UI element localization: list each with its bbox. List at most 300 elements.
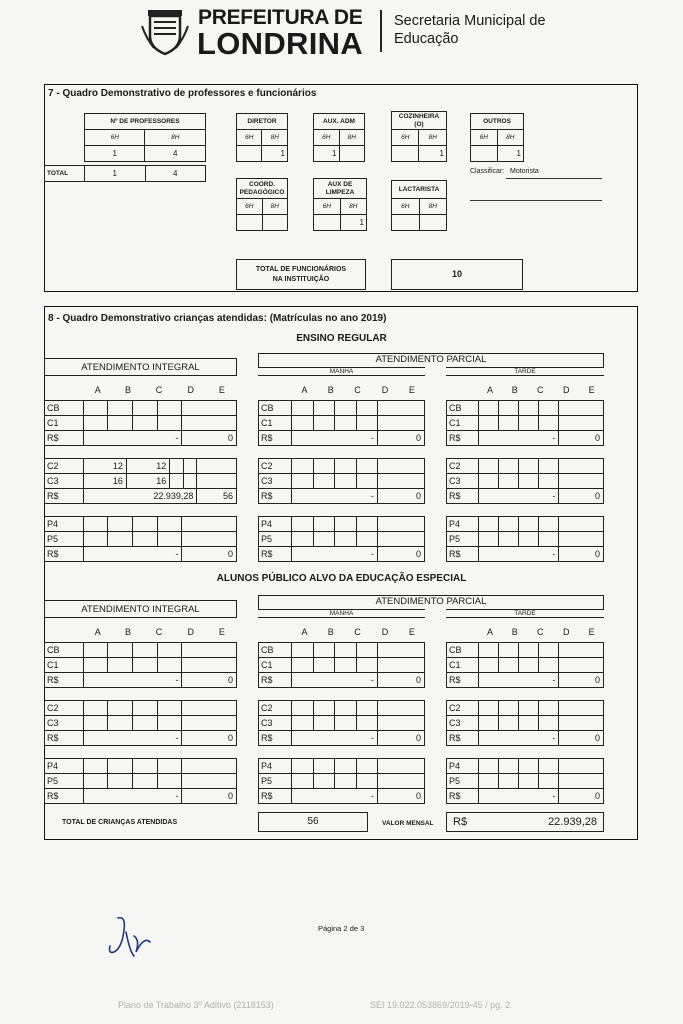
total-criancas-value: 56 xyxy=(307,816,319,827)
cell xyxy=(559,701,604,716)
valor-cell: - xyxy=(478,673,559,688)
quantidade-cell: 0 xyxy=(559,431,604,446)
total-criancas-value-box xyxy=(258,812,368,832)
cell xyxy=(335,401,356,416)
cell xyxy=(377,459,424,474)
cell xyxy=(377,774,424,789)
cell xyxy=(498,759,518,774)
rs-label: R$ xyxy=(447,547,479,562)
cell xyxy=(356,532,377,547)
cozinheira-8h-value: 1 xyxy=(419,146,447,162)
total-funcionarios-value: 10 xyxy=(451,269,462,279)
row-label-p5: P5 xyxy=(45,532,84,547)
row-label-c2: C2 xyxy=(45,459,84,474)
tarde-column-header xyxy=(446,624,604,639)
cell xyxy=(519,774,539,789)
cell xyxy=(292,416,313,431)
cell xyxy=(539,759,559,774)
cell xyxy=(182,401,237,416)
column-c-header: C xyxy=(155,384,163,395)
row-label-cb: CB xyxy=(447,401,479,416)
integral-grid-p4-p5 xyxy=(44,758,237,804)
document-reference: Plano de Trabalho 3º Aditivo (2118153) xyxy=(118,1000,274,1010)
valor-cell: - xyxy=(83,673,182,688)
valor-cell: - xyxy=(83,731,182,746)
cell xyxy=(157,401,182,416)
cell xyxy=(83,517,108,532)
cell xyxy=(108,517,133,532)
row-label-c1: C1 xyxy=(259,416,292,431)
cell xyxy=(108,774,133,789)
cell: 16 xyxy=(83,474,126,489)
quantidade-cell: 0 xyxy=(182,731,237,746)
row-label-p5: P5 xyxy=(447,532,479,547)
rs-label: R$ xyxy=(259,673,292,688)
row-label-c2: C2 xyxy=(45,701,84,716)
quantidade-cell: 0 xyxy=(559,673,604,688)
cell: 16 xyxy=(126,474,169,489)
quantidade-cell: 0 xyxy=(182,431,237,446)
row-label-p5: P5 xyxy=(259,532,292,547)
manha-grid-c2-c3 xyxy=(258,458,425,504)
cell xyxy=(292,759,313,774)
coord-title: COORD. PEDAGÓGICO xyxy=(237,179,288,199)
cell xyxy=(478,643,498,658)
column-c-header: C xyxy=(536,626,544,637)
cell xyxy=(83,701,108,716)
cell xyxy=(292,658,313,673)
tarde-column-header xyxy=(446,382,604,397)
row-label-cb: CB xyxy=(259,643,292,658)
cell xyxy=(313,517,334,532)
valor-cell: - xyxy=(478,547,559,562)
professores-total-row xyxy=(44,165,206,182)
column-e-header: E xyxy=(218,626,225,637)
cell xyxy=(157,643,182,658)
cell xyxy=(335,459,356,474)
valor-cell: - xyxy=(478,731,559,746)
cell xyxy=(356,416,377,431)
cell xyxy=(335,658,356,673)
row-label-c1: C1 xyxy=(45,416,84,431)
cell xyxy=(182,532,237,547)
atendimento-parcial-header: ATENDIMENTO PARCIAL xyxy=(258,353,604,367)
row-label-p5: P5 xyxy=(45,774,84,789)
manha-grid-cb-c1 xyxy=(258,642,425,688)
cell xyxy=(313,643,334,658)
cell xyxy=(335,416,356,431)
cell xyxy=(559,517,604,532)
cell xyxy=(356,474,377,489)
manha-grid-p4-p5 xyxy=(258,758,425,804)
valor-cell: - xyxy=(292,431,378,446)
cell xyxy=(108,401,133,416)
professores-title: Nº DE PROFESSORES xyxy=(85,114,206,130)
cell xyxy=(108,759,133,774)
aux-adm-title: AUX. ADM xyxy=(314,114,365,130)
cell xyxy=(478,517,498,532)
valor-cell: 22.939,28 xyxy=(83,489,197,504)
column-e-header: E xyxy=(408,384,415,395)
col-6h: 6H xyxy=(314,199,341,215)
cell xyxy=(313,532,334,547)
cell xyxy=(478,701,498,716)
header-dept-line2: Educação xyxy=(394,31,459,47)
col-8h: 8H xyxy=(339,130,365,146)
column-b-header: B xyxy=(327,384,334,395)
cell xyxy=(539,701,559,716)
diretor-table xyxy=(236,113,288,162)
cell xyxy=(108,658,133,673)
valor-cell: - xyxy=(292,731,378,746)
tarde-grid-c2-c3 xyxy=(446,458,604,504)
cell xyxy=(83,416,108,431)
header-separator xyxy=(380,10,382,52)
valor-cell: - xyxy=(478,789,559,804)
column-c-header: C xyxy=(536,384,544,395)
row-label-cb: CB xyxy=(45,401,84,416)
integral-grid-c2-c3 xyxy=(44,458,237,504)
rs-label: R$ xyxy=(259,789,292,804)
integral-column-header xyxy=(44,624,237,639)
diretor-8h-value: 1 xyxy=(262,146,288,162)
tarde-grid-p4-p5 xyxy=(446,758,604,804)
cell xyxy=(313,401,334,416)
cell xyxy=(182,517,237,532)
column-b-header: B xyxy=(327,626,334,637)
cell xyxy=(559,658,604,673)
cell xyxy=(377,401,424,416)
cell xyxy=(478,532,498,547)
quantidade-cell: 0 xyxy=(182,547,237,562)
cell xyxy=(133,716,158,731)
col-6h: 6H xyxy=(85,130,145,146)
cozinheira-table xyxy=(391,111,447,162)
manha-column-header xyxy=(258,624,425,639)
row-label-p4: P4 xyxy=(447,759,479,774)
cell xyxy=(133,774,158,789)
cell xyxy=(313,759,334,774)
classificar-value: Motorista xyxy=(510,168,539,175)
cell xyxy=(559,532,604,547)
cell xyxy=(83,401,108,416)
classificar-line-2 xyxy=(470,200,602,201)
cell xyxy=(498,416,518,431)
section-8-title: 8 - Quadro Demonstrativo crianças atendidas: (Matrículas no ano 2019) xyxy=(48,313,387,324)
cell xyxy=(182,774,237,789)
cell xyxy=(197,474,237,489)
cell xyxy=(157,658,182,673)
cell xyxy=(498,532,518,547)
row-label-c1: C1 xyxy=(45,658,84,673)
diretor-title: DIRETOR xyxy=(237,114,288,130)
cell xyxy=(292,774,313,789)
col-8h: 8H xyxy=(340,199,367,215)
aux-limpeza-title: AUX DE LIMPEZA xyxy=(314,179,367,199)
row-label-cb: CB xyxy=(447,643,479,658)
cell xyxy=(377,716,424,731)
cell xyxy=(377,416,424,431)
cell xyxy=(133,759,158,774)
col-6h: 6H xyxy=(237,199,263,215)
cell xyxy=(559,416,604,431)
cell xyxy=(539,474,559,489)
atendimento-parcial-header: ATENDIMENTO PARCIAL xyxy=(258,595,604,609)
row-label-cb: CB xyxy=(259,401,292,416)
column-e-header: E xyxy=(588,384,595,395)
column-e-header: E xyxy=(218,384,225,395)
total-funcionarios-label-2: NA INSTITUIÇÃO xyxy=(272,276,330,283)
column-d-header: D xyxy=(381,626,389,637)
cell xyxy=(133,643,158,658)
valor-cell: - xyxy=(478,489,559,504)
cell xyxy=(377,658,424,673)
cell xyxy=(498,701,518,716)
cell xyxy=(292,474,313,489)
column-a-header: A xyxy=(486,384,493,395)
cell xyxy=(83,643,108,658)
integral-column-header xyxy=(44,382,237,397)
valor-mensal-value: 22.939,28 xyxy=(548,816,597,828)
quantidade-cell: 0 xyxy=(559,547,604,562)
valor-cell: - xyxy=(83,789,182,804)
cell xyxy=(559,716,604,731)
cell xyxy=(539,774,559,789)
valor-cell: - xyxy=(292,547,378,562)
cell xyxy=(559,459,604,474)
total-funcionarios-label-1: TOTAL DE FUNCIONÁRIOS xyxy=(255,266,347,273)
cell xyxy=(478,658,498,673)
page-number: Página 2 de 3 xyxy=(318,924,365,933)
cell xyxy=(356,759,377,774)
cell xyxy=(539,416,559,431)
total-criancas-label: TOTAL DE CRIANÇAS ATENDIDAS xyxy=(62,819,178,826)
row-label-p4: P4 xyxy=(259,517,292,532)
rs-label: R$ xyxy=(259,431,292,446)
valor-cell: - xyxy=(83,431,182,446)
manha-grid-c2-c3 xyxy=(258,700,425,746)
cell xyxy=(292,459,313,474)
quantidade-cell: 0 xyxy=(377,673,424,688)
row-label-c1: C1 xyxy=(259,658,292,673)
cell xyxy=(519,401,539,416)
cell xyxy=(539,517,559,532)
valor-cell: - xyxy=(292,489,378,504)
row-label-c2: C2 xyxy=(259,459,292,474)
valor-mensal-currency: R$ xyxy=(453,816,468,828)
cell xyxy=(182,416,237,431)
column-d-header: D xyxy=(562,626,570,637)
cell xyxy=(539,643,559,658)
cell xyxy=(478,401,498,416)
column-b-header: B xyxy=(125,384,132,395)
cell xyxy=(335,643,356,658)
col-8h: 8H xyxy=(145,130,206,146)
cell xyxy=(182,643,237,658)
cell xyxy=(498,517,518,532)
quantidade-cell: 0 xyxy=(559,489,604,504)
cell xyxy=(478,459,498,474)
col-8h: 8H xyxy=(262,199,288,215)
column-d-header: D xyxy=(187,384,195,395)
cell xyxy=(377,517,424,532)
row-label-p4: P4 xyxy=(45,759,84,774)
col-6h: 6H xyxy=(471,130,498,146)
cell xyxy=(133,701,158,716)
cell xyxy=(183,474,197,489)
signature xyxy=(104,912,158,967)
rs-label: R$ xyxy=(447,489,479,504)
cell xyxy=(356,774,377,789)
manha-label: MANHA xyxy=(258,367,425,376)
column-a-header: A xyxy=(94,384,101,395)
prof-8h-value: 4 xyxy=(145,146,206,162)
column-b-header: B xyxy=(511,626,518,637)
cell xyxy=(157,416,182,431)
cell xyxy=(377,643,424,658)
cell xyxy=(356,459,377,474)
cell xyxy=(182,716,237,731)
row-label-p4: P4 xyxy=(259,759,292,774)
tarde-grid-cb-c1 xyxy=(446,400,604,446)
row-label-p4: P4 xyxy=(45,517,84,532)
cell xyxy=(133,401,158,416)
cell xyxy=(478,474,498,489)
row-label-p5: P5 xyxy=(447,774,479,789)
header-londrina: LONDRINA xyxy=(197,26,363,61)
cell xyxy=(108,643,133,658)
col-6h: 6H xyxy=(237,130,262,146)
rs-label: R$ xyxy=(259,547,292,562)
total-8h-value: 4 xyxy=(145,166,206,182)
rs-label: R$ xyxy=(45,789,84,804)
city-coat-of-arms-logo xyxy=(140,8,190,56)
lactarista-table xyxy=(391,180,447,231)
cell xyxy=(313,459,334,474)
rs-label: R$ xyxy=(45,489,84,504)
row-label-c3: C3 xyxy=(447,474,479,489)
cell xyxy=(292,517,313,532)
cell xyxy=(519,459,539,474)
quantidade-cell: 0 xyxy=(559,789,604,804)
row-label-c2: C2 xyxy=(447,459,479,474)
cell xyxy=(313,416,334,431)
cell xyxy=(498,774,518,789)
col-6h: 6H xyxy=(392,130,419,146)
cell xyxy=(519,474,539,489)
integral-grid-cb-c1 xyxy=(44,642,237,688)
row-label-c3: C3 xyxy=(45,474,84,489)
cell xyxy=(377,759,424,774)
valor-cell: - xyxy=(478,431,559,446)
row-label-c3: C3 xyxy=(45,716,84,731)
column-b-header: B xyxy=(511,384,518,395)
tarde-grid-cb-c1 xyxy=(446,642,604,688)
ensino-regular-heading: ENSINO REGULAR xyxy=(296,333,387,344)
cell xyxy=(335,532,356,547)
cell xyxy=(356,643,377,658)
rs-label: R$ xyxy=(259,489,292,504)
cell xyxy=(170,474,184,489)
cell xyxy=(83,716,108,731)
col-8h: 8H xyxy=(262,130,288,146)
cell: 12 xyxy=(126,459,169,474)
cell xyxy=(356,701,377,716)
cell xyxy=(335,517,356,532)
row-label-cb: CB xyxy=(45,643,84,658)
column-c-header: C xyxy=(354,626,361,637)
tarde-label: TARDE xyxy=(446,367,604,376)
lactarista-title: LACTARISTA xyxy=(392,181,447,199)
column-d-header: D xyxy=(187,626,195,637)
cell xyxy=(157,701,182,716)
cell xyxy=(519,716,539,731)
rs-label: R$ xyxy=(45,547,84,562)
valor-cell: - xyxy=(83,547,182,562)
cell xyxy=(335,759,356,774)
cell xyxy=(108,701,133,716)
rs-label: R$ xyxy=(447,431,479,446)
quantidade-cell: 0 xyxy=(377,547,424,562)
cell xyxy=(108,716,133,731)
quantidade-cell: 0 xyxy=(559,731,604,746)
cell xyxy=(292,401,313,416)
aux-adm-6h-value: 1 xyxy=(314,146,340,162)
cell xyxy=(292,701,313,716)
cell: 12 xyxy=(83,459,126,474)
atendimento-integral-header: ATENDIMENTO INTEGRAL xyxy=(44,600,237,618)
rs-label: R$ xyxy=(447,673,479,688)
col-6h: 6H xyxy=(314,130,340,146)
tarde-grid-c2-c3 xyxy=(446,700,604,746)
column-c-header: C xyxy=(354,384,361,395)
cell xyxy=(133,416,158,431)
row-label-c3: C3 xyxy=(259,474,292,489)
cell xyxy=(519,532,539,547)
header-prefeitura: PREFEITURA DE xyxy=(198,6,363,29)
cell xyxy=(377,532,424,547)
prof-6h-value: 1 xyxy=(85,146,145,162)
educacao-especial-heading: ALUNOS PÚBLICO ALVO DA EDUCAÇÃO ESPECIAL xyxy=(216,573,467,584)
cell xyxy=(519,701,539,716)
col-8h: 8H xyxy=(419,130,447,146)
atendimento-integral-header: ATENDIMENTO INTEGRAL xyxy=(44,358,237,376)
rs-label: R$ xyxy=(447,789,479,804)
cell xyxy=(356,658,377,673)
rs-label: R$ xyxy=(45,431,84,446)
cell xyxy=(157,759,182,774)
cell xyxy=(335,774,356,789)
cell xyxy=(356,401,377,416)
valor-cell: - xyxy=(292,789,378,804)
cell xyxy=(519,517,539,532)
cell xyxy=(182,701,237,716)
row-label-c1: C1 xyxy=(447,658,479,673)
valor-cell: - xyxy=(292,673,378,688)
cell xyxy=(108,532,133,547)
tarde-label: TARDE xyxy=(446,609,604,618)
aux-limpeza-8h-value: 1 xyxy=(340,215,367,231)
column-e-header: E xyxy=(408,626,415,637)
professores-table xyxy=(84,113,206,162)
row-label-c2: C2 xyxy=(259,701,292,716)
quantidade-cell: 0 xyxy=(182,789,237,804)
cell xyxy=(313,774,334,789)
integral-grid-c2-c3 xyxy=(44,700,237,746)
integral-grid-cb-c1 xyxy=(44,400,237,446)
cell xyxy=(133,532,158,547)
cell xyxy=(559,643,604,658)
